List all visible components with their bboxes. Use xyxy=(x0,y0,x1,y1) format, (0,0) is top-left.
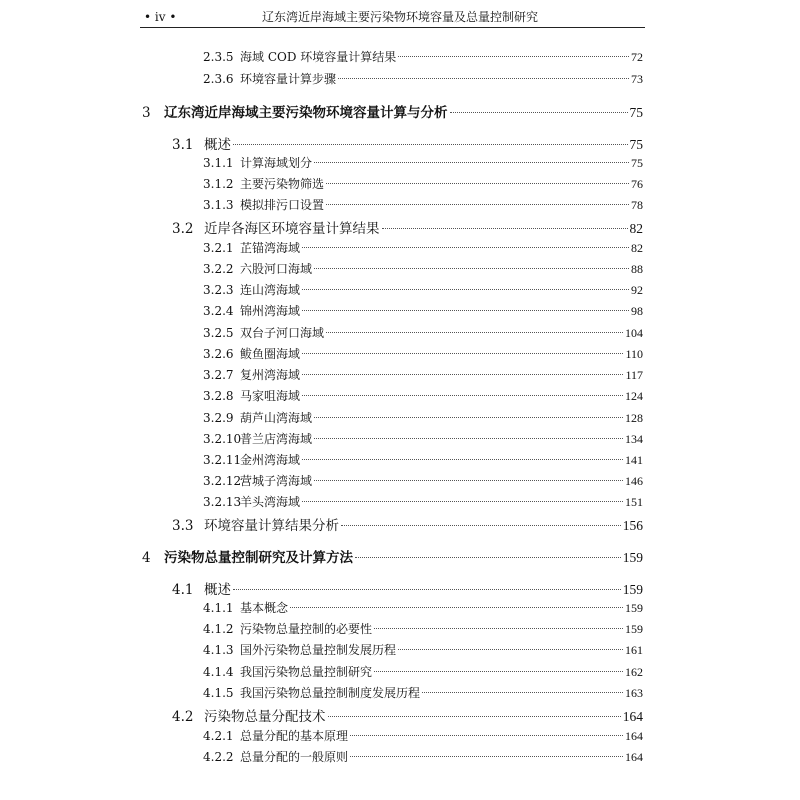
book-title: 辽东湾近岸海域主要污染物环境容量及总量控制研究 xyxy=(262,10,539,24)
toc-entry-page: 164 xyxy=(625,750,643,764)
toc-entry-title: 污染物总量控制的必要性 xyxy=(240,622,373,636)
dot-leader xyxy=(355,557,621,558)
dot-leader xyxy=(374,671,623,672)
dot-leader xyxy=(398,649,623,650)
toc-entry-page: 72 xyxy=(631,50,643,64)
toc-entry-title: 锦州湾海域 xyxy=(240,304,301,318)
toc-entry[interactable] xyxy=(203,302,643,322)
toc-entry-title: 污染物总量分配技术 xyxy=(204,709,326,725)
dot-leader xyxy=(374,628,623,629)
toc-entry-page: 146 xyxy=(625,474,643,488)
toc-entry[interactable] xyxy=(203,154,643,174)
toc-entry-number: 4.1.2 xyxy=(203,622,234,636)
toc-entry[interactable] xyxy=(203,409,643,429)
toc-entry[interactable] xyxy=(203,748,643,768)
toc-entry-number: 4 xyxy=(142,550,151,566)
toc-entry[interactable] xyxy=(142,546,643,568)
dot-leader xyxy=(302,374,623,375)
toc-entry-title: 羊头湾海域 xyxy=(240,495,301,509)
toc-entry-title: 基本概念 xyxy=(240,601,289,615)
dot-leader xyxy=(350,756,623,757)
toc-entry[interactable] xyxy=(203,324,643,344)
toc-entry-page: 159 xyxy=(622,582,643,597)
dot-leader xyxy=(382,228,628,229)
page-number-label: • iv • xyxy=(144,10,177,24)
toc-entry-page: 159 xyxy=(625,622,643,636)
toc-entry-number: 3.1 xyxy=(172,137,194,153)
toc-entry-number: 3.2.5 xyxy=(203,326,234,340)
toc-entry-title: 金州湾海域 xyxy=(240,453,301,467)
toc-entry-page: 104 xyxy=(625,326,643,340)
toc-entry-page: 141 xyxy=(625,453,643,467)
toc-entry-page: 73 xyxy=(631,72,643,86)
dot-leader xyxy=(233,589,621,590)
toc-entry-title: 环境容量计算结果分析 xyxy=(204,518,339,534)
dot-leader xyxy=(341,525,621,526)
toc-entry-title: 概述 xyxy=(204,582,231,598)
toc-entry-page: 161 xyxy=(625,643,643,657)
dot-leader xyxy=(302,353,623,354)
toc-entry-title: 马家咀海域 xyxy=(240,389,301,403)
toc-entry-number: 3.2.7 xyxy=(203,368,234,382)
toc-entry[interactable] xyxy=(203,175,643,195)
toc-entry-title: 总量分配的基本原理 xyxy=(240,729,349,743)
toc-entry-page: 128 xyxy=(625,411,643,425)
dot-leader xyxy=(314,417,623,418)
toc-entry-title: 总量分配的一般原则 xyxy=(240,750,349,764)
dot-leader xyxy=(302,289,629,290)
toc-entry-page: 162 xyxy=(625,665,643,679)
dot-leader xyxy=(314,480,623,481)
toc-entry-number: 3.2 xyxy=(172,221,194,237)
dot-leader xyxy=(302,310,629,311)
toc-entry-page: 78 xyxy=(631,198,643,212)
toc-entry-page: 164 xyxy=(622,709,643,724)
dot-leader xyxy=(302,459,623,460)
toc-entry-title: 我国污染物总量控制制度发展历程 xyxy=(240,686,421,700)
toc-entry-title: 近岸各海区环境容量计算结果 xyxy=(204,221,380,237)
toc-entry-number: 3.1.3 xyxy=(203,198,234,212)
dot-leader xyxy=(314,162,629,163)
toc-entry[interactable] xyxy=(203,493,643,513)
toc-entry-number: 3.2.9 xyxy=(203,411,234,425)
toc-entry-title: 普兰店湾海域 xyxy=(240,432,313,446)
dot-leader xyxy=(302,395,623,396)
dot-leader xyxy=(326,332,623,333)
toc-entry-title: 主要污染物筛选 xyxy=(240,177,325,191)
toc-entry-page: 92 xyxy=(631,283,643,297)
toc-entry-title: 概述 xyxy=(204,137,231,153)
toc-entry[interactable] xyxy=(203,727,643,747)
toc-entry-number: 3.2.6 xyxy=(203,347,234,361)
dot-leader xyxy=(422,692,623,693)
toc-entry-title: 芷锚湾海域 xyxy=(240,241,301,255)
dot-leader xyxy=(326,204,629,205)
toc-entry[interactable] xyxy=(203,281,643,301)
toc-entry[interactable] xyxy=(203,620,643,640)
toc-entry-page: 159 xyxy=(625,601,643,615)
toc-entry[interactable] xyxy=(203,599,643,619)
toc-entry[interactable] xyxy=(203,345,643,365)
toc-entry-number: 4.1 xyxy=(172,582,194,598)
toc-entry[interactable] xyxy=(203,430,643,450)
toc-entry-title: 六股河口海域 xyxy=(240,262,313,276)
toc-entry-title: 环境容量计算步骤 xyxy=(240,72,337,86)
toc-entry-number: 4.2.1 xyxy=(203,729,234,743)
toc-entry-number: 3.2.11 xyxy=(203,453,242,467)
toc-entry-title: 葫芦山湾海域 xyxy=(240,411,313,425)
toc-entry-number: 3.2.13 xyxy=(203,495,242,509)
toc-entry-number: 3.1.2 xyxy=(203,177,234,191)
toc-entry-number: 4.1.3 xyxy=(203,643,234,657)
dot-leader xyxy=(398,56,629,57)
toc-entry-title: 辽东湾近岸海域主要污染物环境容量计算与分析 xyxy=(164,105,448,121)
toc-entry-page: 110 xyxy=(625,347,643,361)
toc-entry-page: 164 xyxy=(625,729,643,743)
toc-entry-page: 163 xyxy=(625,686,643,700)
toc-entry[interactable] xyxy=(172,578,643,600)
toc-entry-number: 3.2.3 xyxy=(203,283,234,297)
toc-entry[interactable] xyxy=(203,684,643,704)
running-header xyxy=(140,8,645,28)
toc-entry-number: 3.2.12 xyxy=(203,474,242,488)
dot-leader xyxy=(338,78,629,79)
toc-entry-number: 4.1.1 xyxy=(203,601,234,615)
toc-entry[interactable] xyxy=(203,239,643,259)
dot-leader xyxy=(233,144,628,145)
toc-entry[interactable] xyxy=(172,705,643,727)
toc-entry-page: 82 xyxy=(629,221,643,236)
toc-entry-title: 模拟排污口设置 xyxy=(240,198,325,212)
toc-entry-title: 双台子河口海域 xyxy=(240,326,325,340)
toc-entry[interactable] xyxy=(203,472,643,492)
toc-entry-number: 3.2.2 xyxy=(203,262,234,276)
toc-entry[interactable] xyxy=(203,663,643,683)
toc-entry-number: 4.2 xyxy=(172,709,194,725)
toc-entry-number: 4.1.5 xyxy=(203,686,234,700)
toc-entry-page: 75 xyxy=(629,137,643,152)
toc-entry[interactable] xyxy=(203,387,643,407)
toc-entry-page: 117 xyxy=(625,368,643,382)
dot-leader xyxy=(350,735,623,736)
toc-entry-title: 污染物总量控制研究及计算方法 xyxy=(164,550,353,566)
toc-entry-number: 3.2.10 xyxy=(203,432,242,446)
toc-entry-page: 75 xyxy=(629,105,643,120)
toc-entry-title: 连山湾海域 xyxy=(240,283,301,297)
toc-entry-page: 98 xyxy=(631,304,643,318)
toc-entry-title: 计算海域划分 xyxy=(240,156,313,170)
toc-entry-page: 82 xyxy=(631,241,643,255)
toc-entry-title: 营城子湾海域 xyxy=(240,474,313,488)
toc-entry-page: 88 xyxy=(631,262,643,276)
toc-entry[interactable] xyxy=(172,514,643,536)
dot-leader xyxy=(328,716,621,717)
toc-entry[interactable] xyxy=(203,366,643,386)
toc-entry-number: 3.2.4 xyxy=(203,304,234,318)
toc-entry[interactable] xyxy=(142,101,643,123)
toc-entry-page: 124 xyxy=(625,389,643,403)
toc-entry[interactable] xyxy=(203,451,643,471)
toc-entry-number: 3.3 xyxy=(172,518,194,534)
toc-entry-title: 鲅鱼圈海域 xyxy=(240,347,301,361)
toc-entry[interactable] xyxy=(203,70,643,90)
dot-leader xyxy=(314,438,623,439)
dot-leader xyxy=(314,268,629,269)
toc-entry-page: 151 xyxy=(625,495,643,509)
toc-entry-number: 2.3.5 xyxy=(203,50,234,64)
toc-entry-number: 3.2.1 xyxy=(203,241,234,255)
toc-entry-title: 我国污染物总量控制研究 xyxy=(240,665,373,679)
toc-entry-page: 159 xyxy=(622,550,643,565)
toc-entry-number: 2.3.6 xyxy=(203,72,234,86)
toc-entry-page: 76 xyxy=(631,177,643,191)
toc-entry-title: 复州湾海域 xyxy=(240,368,301,382)
dot-leader xyxy=(326,183,629,184)
dot-leader xyxy=(450,112,628,113)
toc-entry-number: 4.2.2 xyxy=(203,750,234,764)
toc-entry-number: 3.1.1 xyxy=(203,156,234,170)
toc-entry-page: 156 xyxy=(622,518,643,533)
toc-entry-number: 3 xyxy=(142,105,151,121)
toc-entry[interactable] xyxy=(203,641,643,661)
toc-entry-number: 3.2.8 xyxy=(203,389,234,403)
toc-entry-page: 134 xyxy=(625,432,643,446)
toc-entry[interactable] xyxy=(203,260,643,280)
toc-entry[interactable] xyxy=(172,133,643,155)
toc-entry[interactable] xyxy=(172,217,643,239)
dot-leader xyxy=(302,247,629,248)
toc-entry[interactable] xyxy=(203,48,643,68)
dot-leader xyxy=(302,501,623,502)
toc-entry-page: 75 xyxy=(631,156,643,170)
toc-entry[interactable] xyxy=(203,196,643,216)
toc-entry-number: 4.1.4 xyxy=(203,665,234,679)
toc-entry-title: 国外污染物总量控制发展历程 xyxy=(240,643,397,657)
dot-leader xyxy=(290,607,623,608)
toc-entry-title: 海域 COD 环境容量计算结果 xyxy=(240,50,397,64)
